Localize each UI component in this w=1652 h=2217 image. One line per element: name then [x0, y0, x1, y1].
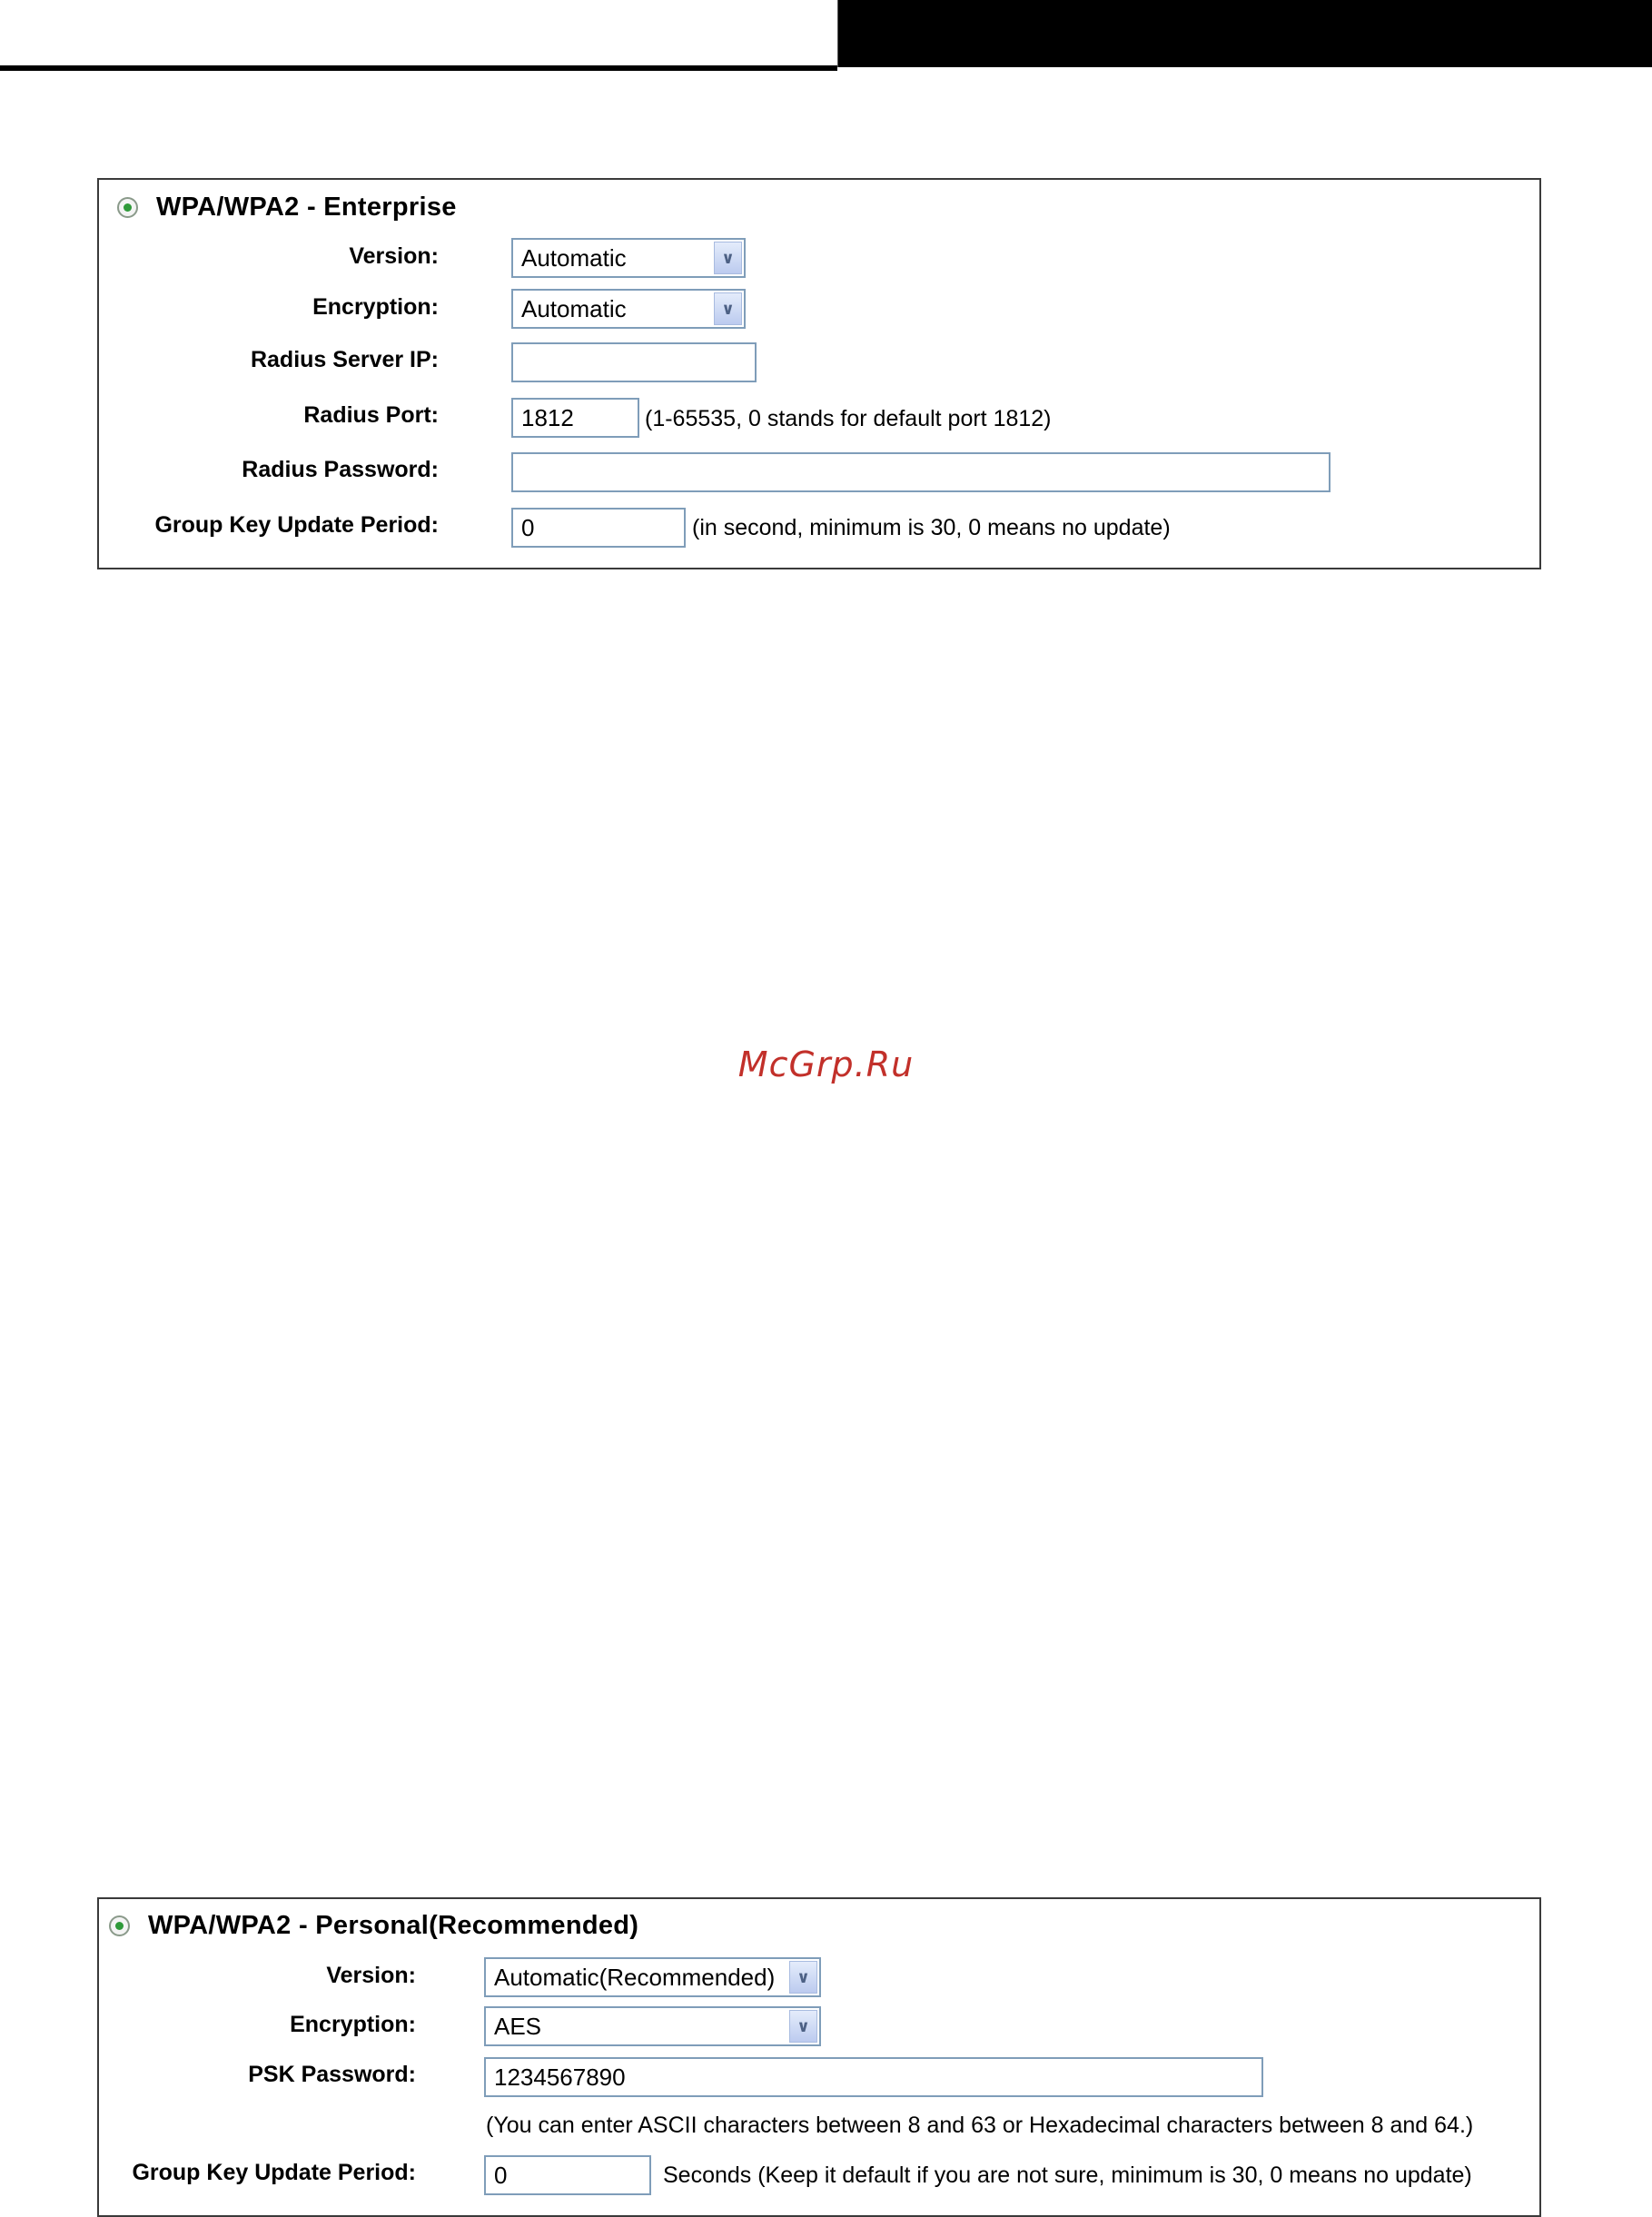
radius-port-input[interactable]: 1812 [511, 398, 639, 438]
personal-title-row [109, 1911, 638, 1941]
watermark: McGrp.Ru [737, 1044, 915, 1084]
radius-server-ip-input[interactable] [511, 342, 757, 382]
group-key-update-period-label: Group Key Update Period: [154, 512, 439, 538]
psk-password-label: PSK Password: [248, 2062, 416, 2087]
personal-radio[interactable] [109, 1915, 130, 1936]
group-key-update-period-input[interactable]: 0 [511, 508, 686, 548]
version-select[interactable] [484, 1957, 821, 1997]
enterprise-title: WPA/WPA2 - Enterprise [156, 193, 457, 222]
radius-password-label: Radius Password: [242, 457, 439, 482]
enterprise-panel [97, 178, 1541, 569]
chevron-down-icon[interactable]: ∨ [789, 1961, 817, 1994]
radius-port-label: Radius Port: [303, 402, 439, 428]
encryption-select-value: AES [494, 2012, 542, 2040]
group-key-update-period-input[interactable]: 0 [484, 2155, 651, 2195]
group-key-update-period-label: Group Key Update Period: [132, 2160, 416, 2185]
radius-server-ip-label: Radius Server IP: [250, 347, 439, 372]
group-key-update-period-hint: Seconds (Keep it default if you are not sure, minimum is 30, 0 means no update) [663, 2163, 1472, 2188]
chevron-down-icon[interactable]: ∨ [714, 242, 742, 274]
personal-title: WPA/WPA2 - Personal(Recommended) [148, 1911, 639, 1940]
encryption-select-value: Automatic [521, 294, 627, 322]
version-select[interactable] [511, 238, 746, 278]
version-select-value: Automatic(Recommended) [494, 1963, 776, 1991]
header-bar [837, 0, 1652, 67]
personal-panel [97, 1897, 1541, 2217]
enterprise-title-row [117, 193, 457, 223]
header-rule [0, 65, 837, 71]
radius-password-input[interactable] [511, 452, 1331, 492]
version-select-value: Automatic [521, 243, 627, 272]
radius-port-hint: (1-65535, 0 stands for default port 1812) [645, 406, 1052, 431]
encryption-select[interactable] [484, 2006, 821, 2046]
encryption-label: Encryption: [312, 294, 439, 320]
chevron-down-icon[interactable]: ∨ [789, 2010, 817, 2043]
version-label: Version: [326, 1963, 416, 1988]
encryption-select[interactable] [511, 289, 746, 329]
psk-password-hint: (You can enter ASCII characters between 8 and 63 or Hexadecimal characters between 8 and 64.) [486, 2113, 1474, 2138]
version-label: Version: [349, 243, 439, 269]
encryption-label: Encryption: [290, 2012, 416, 2037]
chevron-down-icon[interactable]: ∨ [714, 292, 742, 325]
group-key-update-period-hint: (in second, minimum is 30, 0 means no update) [692, 515, 1171, 540]
enterprise-radio[interactable] [117, 197, 138, 218]
psk-password-input[interactable]: 1234567890 [484, 2057, 1263, 2097]
